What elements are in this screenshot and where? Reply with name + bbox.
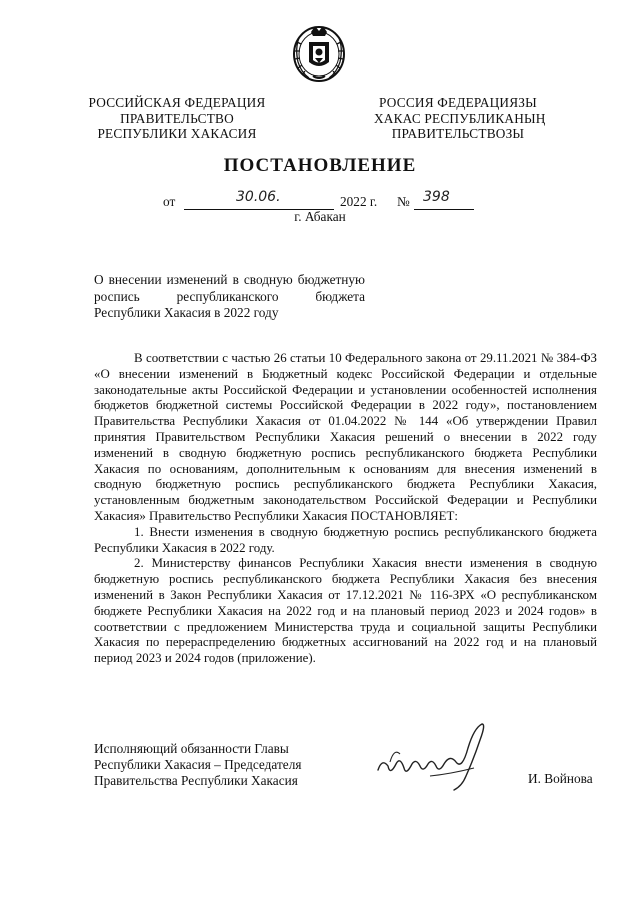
date-year: 2022 г.	[340, 194, 378, 209]
city: г. Абакан	[294, 209, 346, 224]
signatory-position-line: Исполняющий обязанности Главы	[94, 741, 289, 756]
document-body	[94, 351, 597, 667]
header-left-line: ПРАВИТЕЛЬСТВО	[120, 110, 234, 126]
signatory-position-line: Республики Хакасия – Председателя	[94, 757, 302, 772]
header-left-line: РОССИЙСКАЯ ФЕДЕРАЦИЯ	[88, 95, 266, 110]
date-from-label: от	[163, 194, 176, 209]
signatory-position-line: Правительства Республики Хакасия	[94, 773, 298, 788]
signatory-name: И. Войнова	[528, 771, 593, 786]
body-paragraph: 2. Министерству финансов Республики Хакасия внести изменения в сводную бюджетную роспись республиканского бюджета Республики Хакасия без внесения изменений в Закон Республики Хакасия от 17.12.2021 № 116-ЗРХ «О республиканском бюджете Республики Хакасия на 2022 год и на плановый период 2023 и 2024 годов» в соответствии с предложением Министерства труда и социальной защиты Республики Хакасия по перераспределению бюджетных ассигнований на 2022 год и на плановый период 2023 и 2024 годов (приложение).	[94, 556, 597, 666]
header-right	[374, 95, 546, 142]
subject-text: О внесении изменений в сводную бюджетную роспись республиканского бюджета Республики Хакасия в 2022 году	[94, 272, 365, 320]
header-left-line: РЕСПУБЛИКИ ХАКАСИЯ	[97, 126, 257, 141]
body-paragraph: 1. Внести изменения в сводную бюджетную роспись республиканского бюджета Республики Хакасия в 2022 году.	[94, 524, 597, 555]
body-paragraph: В соответствии с частью 26 статьи 10 Федерального закона от 29.11.2021 № 384-ФЗ «О внесении изменений в Бюджетный кодекс Российской Федерации и отдельные законодательные акты Российской Федерации и установлении особенностей исполнения бюджетов бюджетной системы Российской Федерации в 2022 году», постановлением Правительства Республики Хакасия от 01.04.2022 № 144 «Об утверждении Правил принятия Правительством Республики Хакасия решений о внесении в 2022 году изменений в сводную бюджетную роспись республиканского бюджета Республики Хакасия по основаниям, дополнительным к основаниям для внесения изменений в сводную бюджетную роспись республиканского бюджета Республики Хакасия, установленным бюджетным законодательством Российской Федерации и Республики Хакасия» Правительство Республики Хакасия ПОСТАНОВЛЯЕТ:	[94, 351, 597, 523]
date-handwritten: 30.06.	[236, 189, 281, 205]
number-handwritten: 398	[423, 189, 450, 205]
header-right-line: ПРАВИТЕЛЬСТВОЗЫ	[391, 126, 525, 141]
signatory-position	[94, 741, 301, 789]
document-title: ПОСТАНОВЛЕНИЕ	[223, 155, 417, 176]
header-left	[84, 95, 270, 142]
header-right-line: РОССИЯ ФЕДЕРАЦИЯЗЫ	[379, 95, 537, 110]
handwritten-signature-icon	[370, 718, 500, 798]
number-label: №	[397, 194, 410, 209]
header-right-line: ХАКАС РЕСПУБЛИКАНЫҢ	[374, 110, 546, 126]
coat-of-arms-icon	[289, 18, 349, 84]
document-subject	[94, 272, 365, 322]
